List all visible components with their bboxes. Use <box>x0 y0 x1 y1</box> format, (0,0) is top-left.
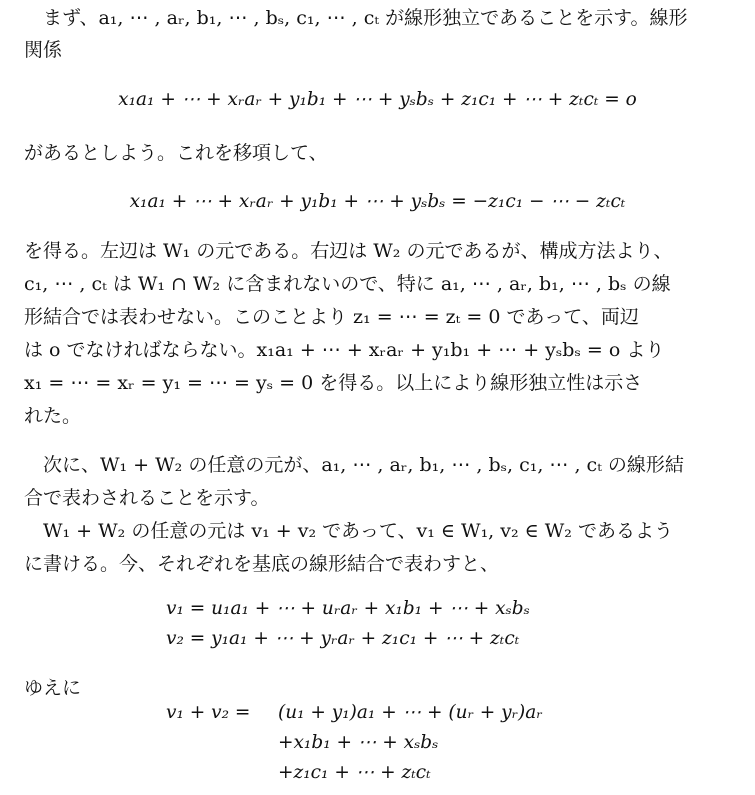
paragraph-1-line-1: まず、a₁, ⋯ , aᵣ, b₁, ⋯ , bₛ, c₁, ⋯ , cₜ が線形独立であることを示す。線形 <box>24 7 688 29</box>
paragraph-3-line-1: を得る。左辺は W₁ の元である。右辺は W₂ の元であるが、構成方法より、 <box>24 240 673 262</box>
equation-linear-relation: x₁a₁ + ⋯ + xᵣaᵣ + y₁b₁ + ⋯ + yₛbₛ + z₁c₁ + ⋯ + zₜcₜ = o <box>118 89 637 110</box>
paragraph-4-line-1: 次に、W₁ + W₂ の任意の元が、a₁, ⋯ , aᵣ, b₁, ⋯ , bₛ, c₁, ⋯ , cₜ の線形結 <box>24 454 684 476</box>
paragraph-5-line-2: に書ける。今、それぞれを基底の線形結合で表わすと、 <box>24 553 500 575</box>
paragraph-5-line-1: W₁ + W₂ の任意の元は v₁ + v₂ であって、v₁ ∈ W₁, v₂ ∈ W₂ であるよう <box>24 520 673 542</box>
equation-sum-row-1: (u₁ + y₁)a₁ + ⋯ + (uᵣ + yᵣ)aᵣ <box>278 702 543 723</box>
equation-transposed: x₁a₁ + ⋯ + xᵣaᵣ + y₁b₁ + ⋯ + yₛbₛ = −z₁c₁ − ⋯ − zₜcₜ <box>129 191 626 212</box>
paragraph-4-line-2: 合で表わされることを示す。 <box>24 487 270 509</box>
equation-sum-lhs: v₁ + v₂ = <box>166 702 251 723</box>
paragraph-3-line-5: x₁ = ⋯ = xᵣ = y₁ = ⋯ = yₛ = 0 を得る。以上により線形独立性は示さ <box>24 372 643 394</box>
paragraph-3-line-3: 形結合では表わせない。このことより z₁ = ⋯ = zₜ = 0 であって、両辺 <box>24 306 639 328</box>
paragraph-3-line-2: c₁, ⋯ , cₜ は W₁ ∩ W₂ に含まれないので、特に a₁, ⋯ , aᵣ, b₁, ⋯ , bₛ の線 <box>24 273 671 295</box>
paragraph-6-line-1: ゆえに <box>24 677 82 699</box>
paragraph-1-line-2: 関係 <box>24 39 63 61</box>
equation-sum-row-2: +x₁b₁ + ⋯ + xₛbₛ <box>278 732 439 753</box>
equation-v2: v₂ = y₁a₁ + ⋯ + yᵣaᵣ + z₁c₁ + ⋯ + zₜcₜ <box>166 628 520 649</box>
equation-sum-row-3: +z₁c₁ + ⋯ + zₜcₜ <box>278 762 431 783</box>
paragraph-2-line-1: があるとしよう。これを移項して、 <box>24 142 328 164</box>
equation-v1: v₁ = u₁a₁ + ⋯ + uᵣaᵣ + x₁b₁ + ⋯ + xₛbₛ <box>166 598 530 619</box>
paragraph-3-line-6: れた。 <box>24 405 82 427</box>
paragraph-3-line-4: は o でなければならない。x₁a₁ + ⋯ + xᵣaᵣ + y₁b₁ + ⋯ + yₛbₛ = o より <box>24 339 665 361</box>
